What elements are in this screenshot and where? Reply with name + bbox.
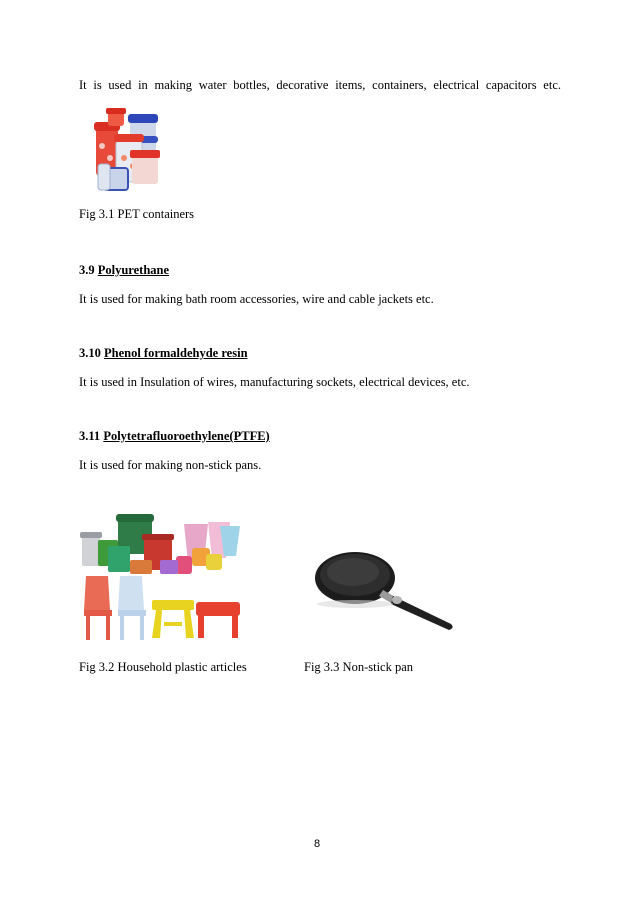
section-number: 3.10 <box>79 346 101 360</box>
section-title: Polyurethane <box>97 263 170 277</box>
section-body-3-9: It is used for making bath room accessories, wire and cable jackets etc. <box>79 292 434 306</box>
intro-paragraph: It is used in making water bottles, decorative items, containers, electrical capacitors etc. <box>79 78 561 92</box>
section-heading-3-11 <box>79 429 270 444</box>
fig-3-3-caption: Fig 3.3 Non-stick pan <box>304 660 414 674</box>
fig-3-2-caption: Fig 3.2 Household plastic articles <box>79 660 247 674</box>
section-title: Phenol formaldehyde resin <box>104 346 248 360</box>
section-number: 3.11 <box>79 429 101 443</box>
section-heading-3-9 <box>79 263 169 278</box>
section-number: 3.9 <box>79 263 95 277</box>
section-body-3-11: It is used for making non-stick pans. <box>79 458 262 472</box>
household-plastics-image <box>80 514 243 644</box>
section-body-3-10: It is used in Insulation of wires, manufacturing sockets, electrical devices, etc. <box>79 375 470 389</box>
fig-3-1-caption: Fig 3.1 PET containers <box>79 207 195 221</box>
section-title: Polytetrafluoroethylene(PTFE) <box>103 429 270 443</box>
pet-containers-image <box>88 106 168 194</box>
section-heading-3-10 <box>79 346 248 361</box>
page-number: 8 <box>314 838 321 850</box>
non-stick-pan-image <box>313 542 458 632</box>
